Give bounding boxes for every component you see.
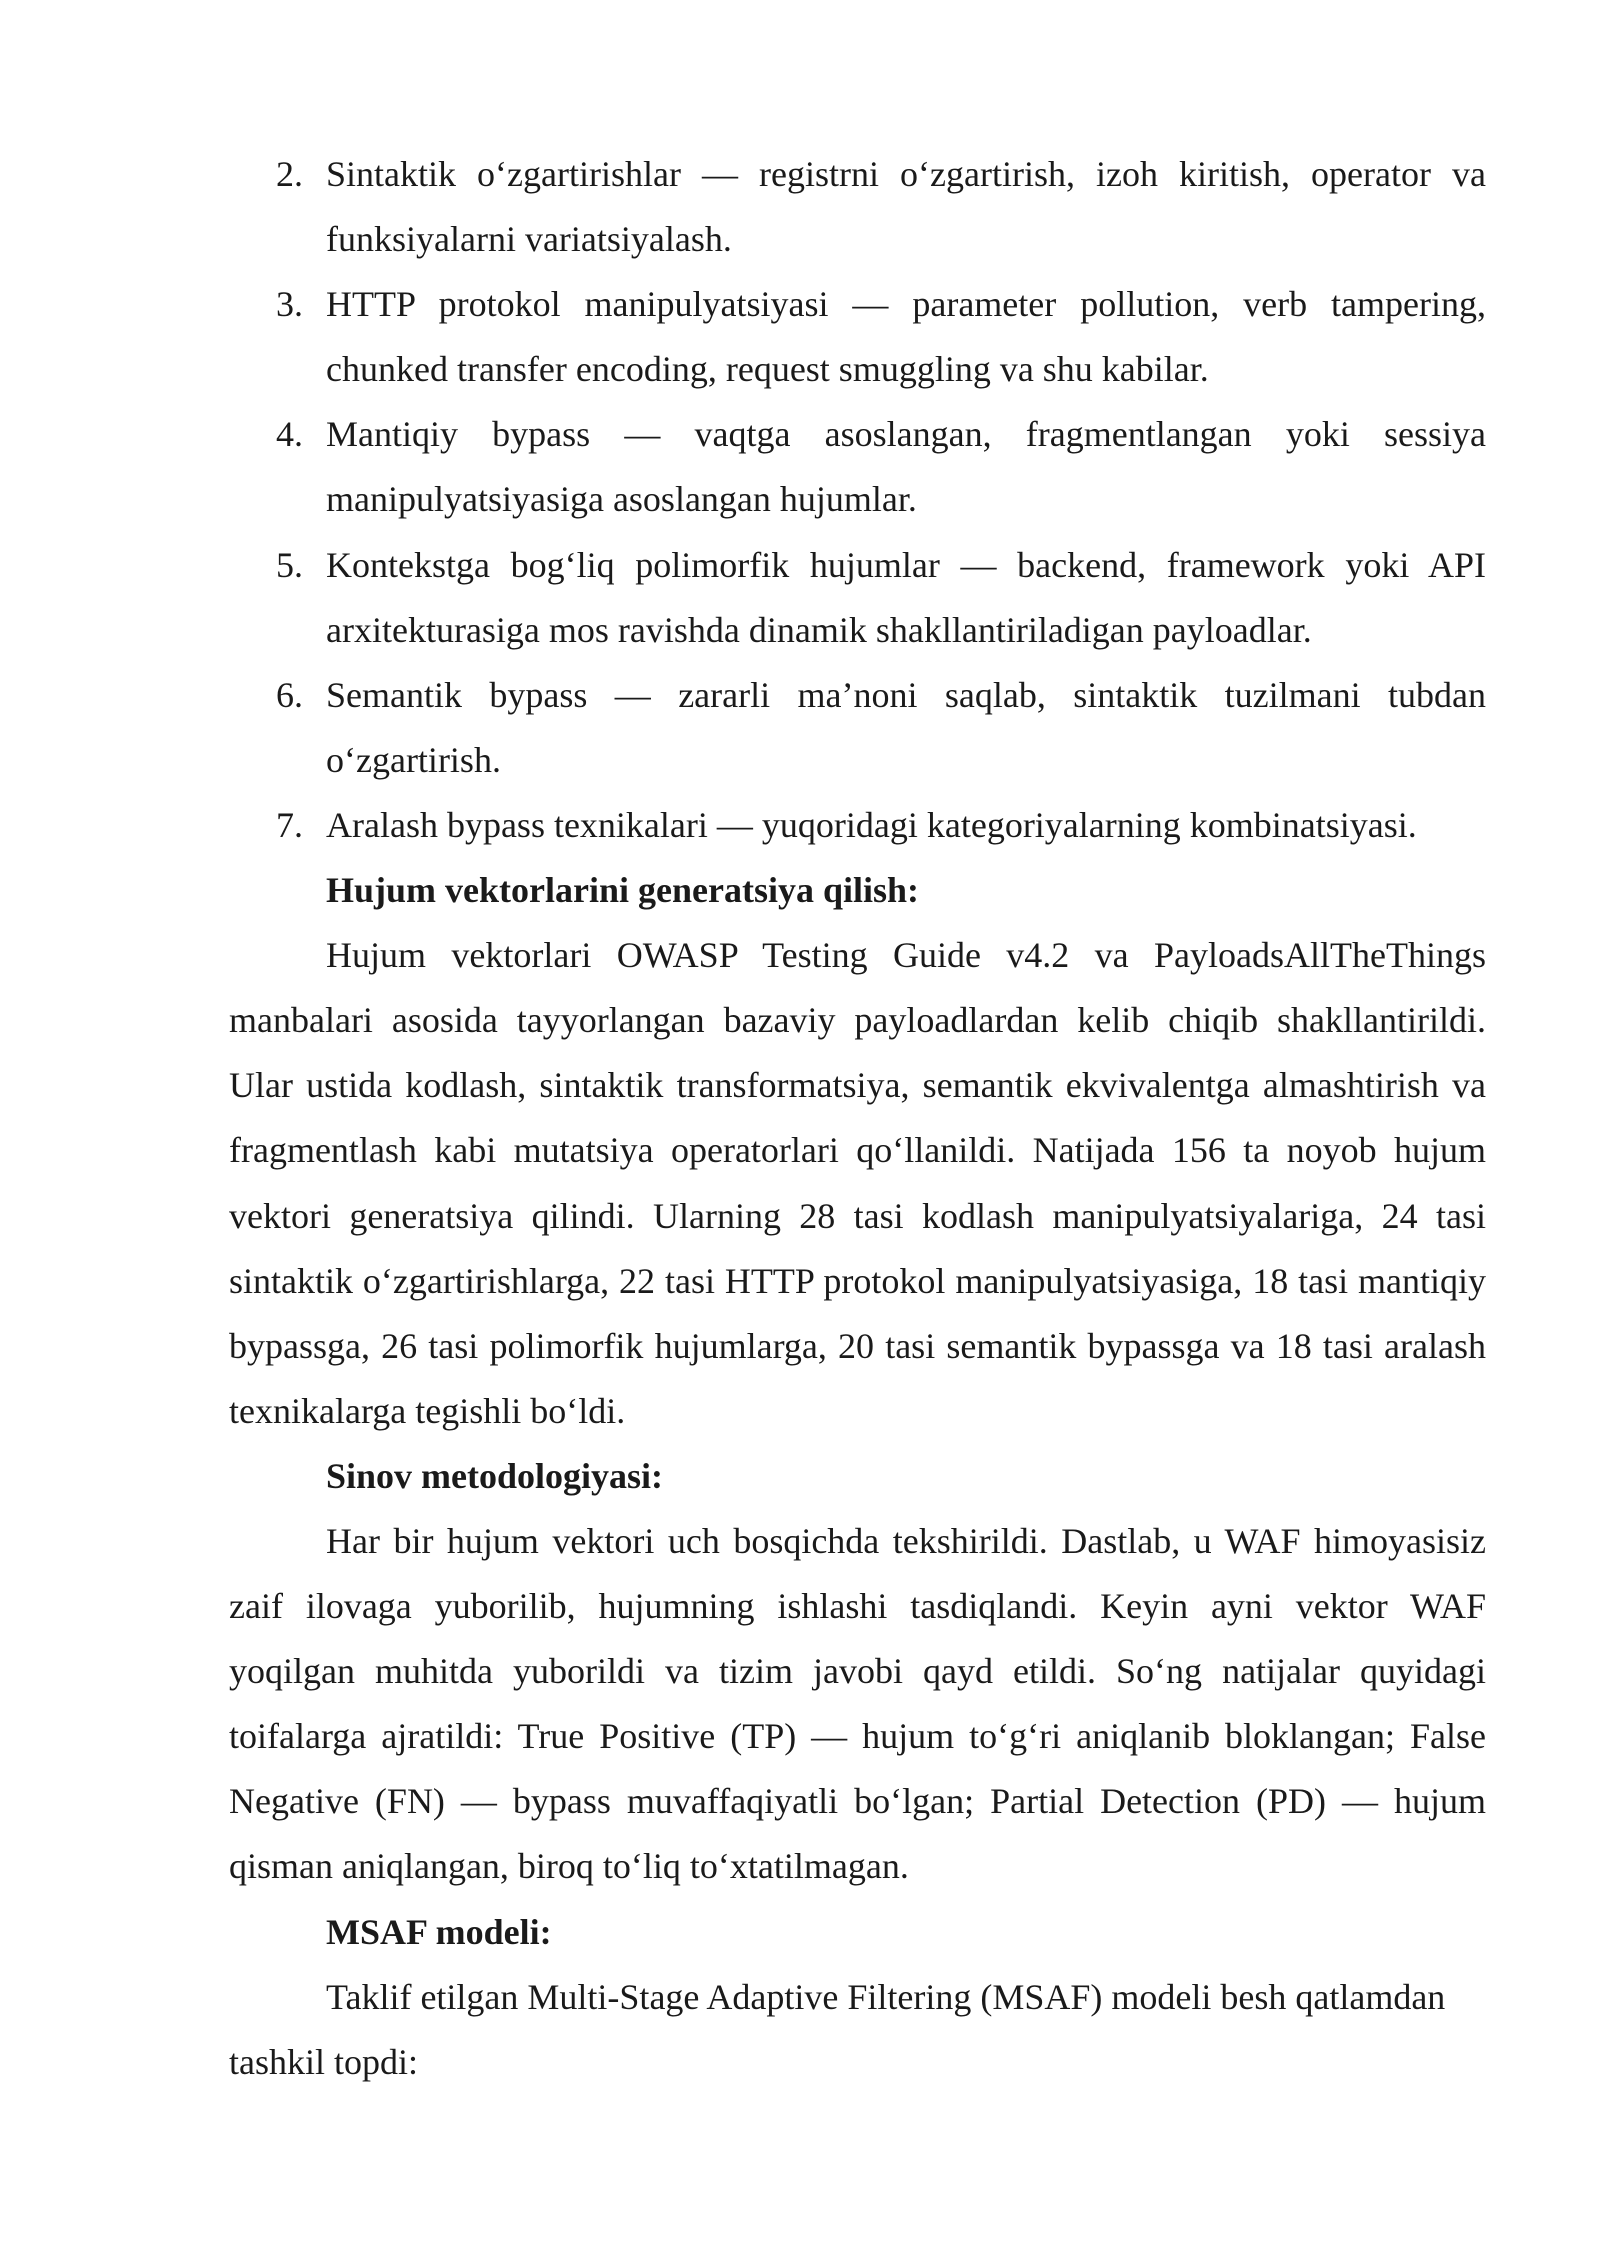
section-heading-attack-vectors: Hujum vektorlarini generatsiya qilish: (326, 870, 919, 911)
list-item-number: 7. (276, 804, 303, 845)
paragraph-msaf-model: Taklif etilgan Multi-Stage Adaptive Filtering (MSAF) modeli besh qatlamdan tashkil topdi: (229, 1976, 1446, 2082)
paragraph-attack-vectors: Hujum vektorlari OWASP Testing Guide v4.2 va PayloadsAllTheThings manbalari asosida tayyorlangan bazaviy payloadlardan kelib chiqib shakllantirildi. Ular ustida kodlash, sintaktik transformatsiya, semantik ekvivalentga almashtirish va fragmentlash kabi mutatsiya operatorlari qo‘llanildi. Natijada 156 ta noyob hujum vektori generatsiya qilindi. Ularning 28 tasi kodlash manipulyatsiyalariga, 24 tasi sintaktik o‘zgartirishlarga, 22 tasi HTTP protokol manipulyatsiyasiga, 18 tasi mantiqiy bypassga, 26 tasi polimorfik hujumlarga, 20 tasi semantik bypassga va 18 tasi aralash texnikalarga tegishli bo‘ldi. (229, 935, 1486, 1431)
paragraph-methodology: Har bir hujum vektori uch bosqichda tekshirildi. Dastlab, u WAF himoyasisiz zaif ilovaga yuborilib, hujumning ishlashi tasdiqlandi. Keyin ayni vektor WAF yoqilgan muhitda yuborildi va tizim javobi qayd etildi. So‘ng natijalar quyidagi toifalarga ajratildi: True Positive (TP) — hujum to‘g‘ri aniqlanib bloklangan; False Negative (FN) — bypass muvaffaqiyatli bo‘lgan; Partial Detection (PD) — hujum qisman aniqlangan, biroq to‘liq to‘xtatilmagan. (229, 1520, 1486, 1887)
list-item (229, 142, 1486, 272)
section-heading-msaf-model: MSAF modeli: (326, 1911, 552, 1952)
list-item-text: Mantiqiy bypass — vaqtga asoslangan, fragmentlangan yoki sessiya manipulyatsiyasiga asoslangan hujumlar. (326, 414, 1486, 520)
list-item-text: Kontekstga bog‘liq polimorfik hujumlar — backend, framework yoki API arxitekturasiga mos ravishda dinamik shakllantiriladigan payloadlar. (326, 544, 1486, 650)
list-item-text: Semantik bypass — zararli ma’noni saqlab, sintaktik tuzilmani tubdan o‘zgartirish. (326, 674, 1486, 780)
list-item-number: 3. (276, 284, 303, 325)
list-item-number: 4. (276, 414, 303, 455)
list-item-number: 2. (276, 154, 303, 194)
list-item-text: HTTP protokol manipulyatsiyasi — parameter pollution, verb tampering, chunked transfer encoding, request smuggling va shu kabilar. (326, 284, 1486, 390)
list-item-number: 5. (276, 544, 303, 585)
bypass-category-list (229, 142, 1486, 858)
section-heading-methodology: Sinov metodologiyasi: (326, 1455, 664, 1496)
list-item-text: Aralash bypass texnikalari — yuqoridagi kategoriyalarning kombinatsiyasi. (326, 804, 1417, 845)
page-content (229, 142, 1486, 2095)
list-item (229, 272, 1486, 402)
list-item-number: 6. (276, 674, 303, 715)
list-item-text: Sintaktik o‘zgartirishlar — registrni o‘zgartirish, izoh kiritish, operator va funksiyalarni variatsiyalash. (326, 154, 1486, 260)
list-item (229, 663, 1486, 793)
list-item (229, 793, 1486, 858)
list-item (229, 533, 1486, 663)
list-item (229, 402, 1486, 532)
